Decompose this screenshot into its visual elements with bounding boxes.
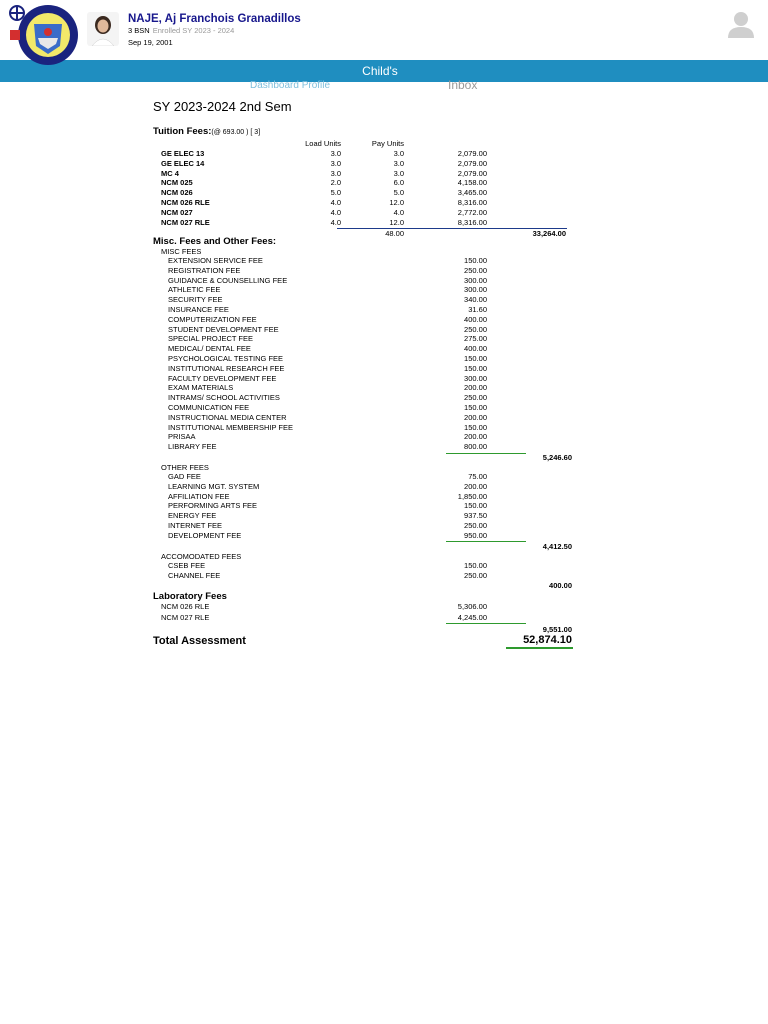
tuition-label: Tuition Fees: bbox=[153, 126, 212, 137]
subject-code: NCM 026 bbox=[161, 188, 193, 198]
table-row bbox=[0, 613, 768, 623]
load-units: 4.0 bbox=[330, 217, 341, 227]
fee-name: EXTENSION SERVICE FEE bbox=[168, 256, 263, 265]
fee-amount: 150.00 bbox=[464, 256, 487, 265]
student-course-line bbox=[128, 26, 234, 35]
lab-fee-amount: 4,245.00 bbox=[457, 613, 487, 622]
subject-amount: 8,316.00 bbox=[457, 217, 487, 227]
fee-name: LEARNING MGT. SYSTEM bbox=[168, 481, 260, 491]
table-row bbox=[0, 188, 768, 198]
table-row bbox=[0, 571, 768, 581]
fee-name: AFFILIATION FEE bbox=[168, 491, 230, 501]
total-assessment-value: 52,874.10 bbox=[523, 634, 572, 646]
college-seal-logo bbox=[6, 4, 86, 66]
fee-name: PRISAA bbox=[168, 432, 196, 442]
table-row bbox=[0, 178, 768, 188]
load-units: 5.0 bbox=[330, 188, 341, 198]
other-subtotal: 4,412.50 bbox=[542, 542, 572, 551]
pay-units: 12.0 bbox=[389, 198, 404, 207]
subject-amount: 8,316.00 bbox=[457, 198, 487, 207]
table-row bbox=[0, 149, 768, 159]
fee-name: EXAM MATERIALS bbox=[168, 383, 234, 393]
fee-name: GAD FEE bbox=[168, 472, 201, 481]
subject-amount: 3,465.00 bbox=[457, 188, 487, 198]
fee-name: SPECIAL PROJECT FEE bbox=[168, 334, 254, 344]
fee-amount: 250.00 bbox=[464, 265, 487, 275]
tuition-total-pay-units: 48.00 bbox=[385, 229, 404, 238]
table-row bbox=[0, 561, 768, 571]
fee-amount: 300.00 bbox=[464, 275, 487, 285]
subject-code: NCM 027 bbox=[161, 207, 193, 217]
fee-amount: 150.00 bbox=[464, 422, 487, 432]
student-photo bbox=[87, 12, 119, 46]
tuition-total: 33,264.00 bbox=[532, 229, 566, 238]
load-units: 4.0 bbox=[330, 207, 341, 217]
tuition-section-label bbox=[153, 126, 260, 137]
fee-amount: 250.00 bbox=[464, 324, 487, 334]
lab-fee-name: NCM 027 RLE bbox=[161, 613, 210, 622]
birth-date: Sep 19, 2001 bbox=[128, 38, 173, 47]
pay-units: 6.0 bbox=[393, 178, 404, 188]
fee-name: COMMUNICATION FEE bbox=[168, 403, 250, 412]
subject-code: NCM 027 RLE bbox=[161, 217, 210, 227]
fee-amount: 400.00 bbox=[464, 314, 487, 324]
table-row bbox=[0, 423, 768, 433]
table-row bbox=[0, 393, 768, 403]
fee-amount: 340.00 bbox=[464, 295, 487, 305]
table-row bbox=[0, 305, 768, 315]
table-row bbox=[0, 511, 768, 521]
table-row bbox=[0, 354, 768, 364]
fee-name: INSTRUCTIONAL MEDIA CENTER bbox=[168, 412, 287, 422]
fee-amount: 937.50 bbox=[464, 511, 487, 521]
table-row bbox=[0, 159, 768, 169]
lab-section-label: Laboratory Fees bbox=[153, 591, 227, 602]
misc-fees-group: MISC FEES bbox=[161, 247, 202, 256]
fee-amount: 250.00 bbox=[464, 521, 487, 530]
fee-amount: 800.00 bbox=[464, 442, 487, 452]
table-row bbox=[0, 208, 768, 218]
table-row bbox=[0, 602, 768, 612]
table-row bbox=[0, 218, 768, 228]
total-assessment-label: Total Assessment bbox=[153, 635, 246, 647]
student-name: NAJE, Aj Franchois Granadillos bbox=[128, 13, 301, 25]
load-units: 3.0 bbox=[330, 158, 341, 168]
fee-amount: 275.00 bbox=[464, 334, 487, 344]
misc-subtotal: 5,246.60 bbox=[542, 453, 572, 462]
load-units: 4.0 bbox=[330, 198, 341, 207]
misc-subtotal-line bbox=[446, 453, 526, 454]
table-row bbox=[0, 315, 768, 325]
fee-amount: 250.00 bbox=[464, 393, 487, 403]
subject-amount: 4,158.00 bbox=[457, 178, 487, 188]
fee-amount: 200.00 bbox=[464, 481, 487, 491]
pay-units-header: Pay Units bbox=[371, 139, 404, 148]
fee-name: MEDICAL/ DENTAL FEE bbox=[168, 344, 251, 354]
accom-fees-group: ACCOMODATED FEES bbox=[161, 552, 242, 561]
subject-amount: 2,079.00 bbox=[457, 158, 487, 168]
pay-units: 3.0 bbox=[393, 158, 404, 168]
fee-name: GUIDANCE & COUNSELLING FEE bbox=[168, 275, 288, 285]
table-row bbox=[0, 472, 768, 482]
table-row bbox=[0, 403, 768, 413]
load-units: 3.0 bbox=[330, 149, 341, 158]
load-units: 3.0 bbox=[330, 168, 341, 178]
subject-amount: 2,772.00 bbox=[457, 207, 487, 217]
fee-name: REGISTRATION FEE bbox=[168, 265, 241, 275]
tuition-rate-note: (@ 693.00 ) [ 3] bbox=[211, 129, 261, 136]
subject-amount: 2,079.00 bbox=[457, 149, 487, 158]
fee-amount: 75.00 bbox=[468, 472, 487, 481]
fee-name: ENERGY FEE bbox=[168, 511, 217, 521]
lab-fee-name: NCM 026 RLE bbox=[161, 602, 210, 611]
fee-amount: 950.00 bbox=[464, 530, 487, 540]
table-row bbox=[0, 266, 768, 276]
fee-name: DEVELOPMENT FEE bbox=[168, 530, 242, 540]
fee-amount: 31.60 bbox=[468, 305, 487, 314]
profile-avatar-icon[interactable] bbox=[726, 9, 756, 39]
fee-name: INTERNET FEE bbox=[168, 521, 223, 530]
lab-subtotal: 9,551.00 bbox=[542, 625, 572, 634]
table-row bbox=[0, 442, 768, 452]
fee-amount: 200.00 bbox=[464, 412, 487, 422]
fee-name: PERFORMING ARTS FEE bbox=[168, 501, 258, 511]
other-subtotal-line bbox=[446, 541, 526, 542]
table-row bbox=[0, 285, 768, 295]
fee-name: SECURITY FEE bbox=[168, 295, 223, 305]
fee-name: ATHLETIC FEE bbox=[168, 285, 221, 295]
fee-amount: 400.00 bbox=[464, 344, 487, 354]
table-row bbox=[0, 276, 768, 286]
fee-name: INSURANCE FEE bbox=[168, 305, 229, 314]
table-row bbox=[0, 295, 768, 305]
subject-amount: 2,079.00 bbox=[457, 168, 487, 178]
table-row bbox=[0, 344, 768, 354]
fee-amount: 150.00 bbox=[464, 403, 487, 412]
subject-code: GE ELEC 13 bbox=[161, 149, 205, 158]
course-label: 3 BSN bbox=[128, 26, 150, 35]
pay-units: 3.0 bbox=[393, 149, 404, 158]
fee-name: CSEB FEE bbox=[168, 561, 206, 570]
nav-ghost-links[interactable]: Dashboard Profile bbox=[250, 80, 331, 91]
fee-amount: 150.00 bbox=[464, 363, 487, 373]
table-row bbox=[0, 364, 768, 374]
fee-amount: 150.00 bbox=[464, 354, 487, 363]
table-row bbox=[0, 325, 768, 335]
table-row bbox=[0, 383, 768, 393]
subject-code: MC 4 bbox=[161, 168, 179, 178]
table-row bbox=[0, 501, 768, 511]
pay-units: 12.0 bbox=[389, 217, 404, 227]
fee-amount: 250.00 bbox=[464, 571, 487, 580]
lab-subtotal-line bbox=[446, 623, 526, 624]
fee-amount: 1,850.00 bbox=[457, 491, 487, 501]
accom-subtotal: 400.00 bbox=[549, 581, 572, 590]
subject-code: NCM 025 bbox=[161, 178, 193, 188]
semester-title: SY 2023-2024 2nd Sem bbox=[153, 99, 292, 114]
load-units: 2.0 bbox=[330, 178, 341, 188]
nav-bar bbox=[0, 60, 768, 82]
other-fees-group: OTHER FEES bbox=[161, 463, 209, 472]
table-row bbox=[0, 482, 768, 492]
table-row bbox=[0, 198, 768, 208]
fee-amount: 200.00 bbox=[464, 432, 487, 442]
subject-code: GE ELEC 14 bbox=[161, 158, 205, 168]
fee-name: LIBRARY FEE bbox=[168, 442, 217, 452]
table-row bbox=[0, 413, 768, 423]
fee-name: STUDENT DEVELOPMENT FEE bbox=[168, 324, 279, 334]
inbox-link[interactable]: Inbox bbox=[448, 78, 478, 92]
enrollment-status: Enrolled SY 2023 - 2024 bbox=[152, 26, 235, 35]
app-header bbox=[0, 0, 768, 60]
pay-units: 5.0 bbox=[393, 188, 404, 198]
fee-name: PSYCHOLOGICAL TESTING FEE bbox=[168, 354, 284, 363]
pay-units: 3.0 bbox=[393, 168, 404, 178]
total-underline bbox=[506, 647, 573, 649]
fee-amount: 300.00 bbox=[464, 373, 487, 383]
table-row bbox=[0, 521, 768, 531]
fee-name: CHANNEL FEE bbox=[168, 571, 221, 580]
fee-name: FACULTY DEVELOPMENT FEE bbox=[168, 373, 277, 383]
fee-name: INTRAMS/ SCHOOL ACTIVITIES bbox=[168, 393, 280, 403]
fee-amount: 300.00 bbox=[464, 285, 487, 295]
table-row bbox=[0, 374, 768, 384]
fee-amount: 150.00 bbox=[464, 561, 487, 570]
misc-section-label: Misc. Fees and Other Fees: bbox=[153, 236, 277, 247]
fee-amount: 200.00 bbox=[464, 383, 487, 393]
fee-name: INSTITUTIONAL MEMBERSHIP FEE bbox=[168, 422, 294, 432]
table-row bbox=[0, 256, 768, 266]
fee-amount: 150.00 bbox=[464, 501, 487, 511]
lab-fee-amount: 5,306.00 bbox=[457, 602, 487, 611]
table-row bbox=[0, 334, 768, 344]
load-units-header: Load Units bbox=[305, 139, 341, 148]
nav-title[interactable]: Child's bbox=[362, 64, 398, 78]
table-row bbox=[0, 492, 768, 502]
pay-units: 4.0 bbox=[393, 207, 404, 217]
fee-name: INSTITUTIONAL RESEARCH FEE bbox=[168, 363, 285, 373]
table-row bbox=[0, 169, 768, 179]
table-row bbox=[0, 432, 768, 442]
subject-code: NCM 026 RLE bbox=[161, 198, 210, 207]
table-row bbox=[0, 531, 768, 541]
fee-name: COMPUTERIZATION FEE bbox=[168, 314, 257, 324]
